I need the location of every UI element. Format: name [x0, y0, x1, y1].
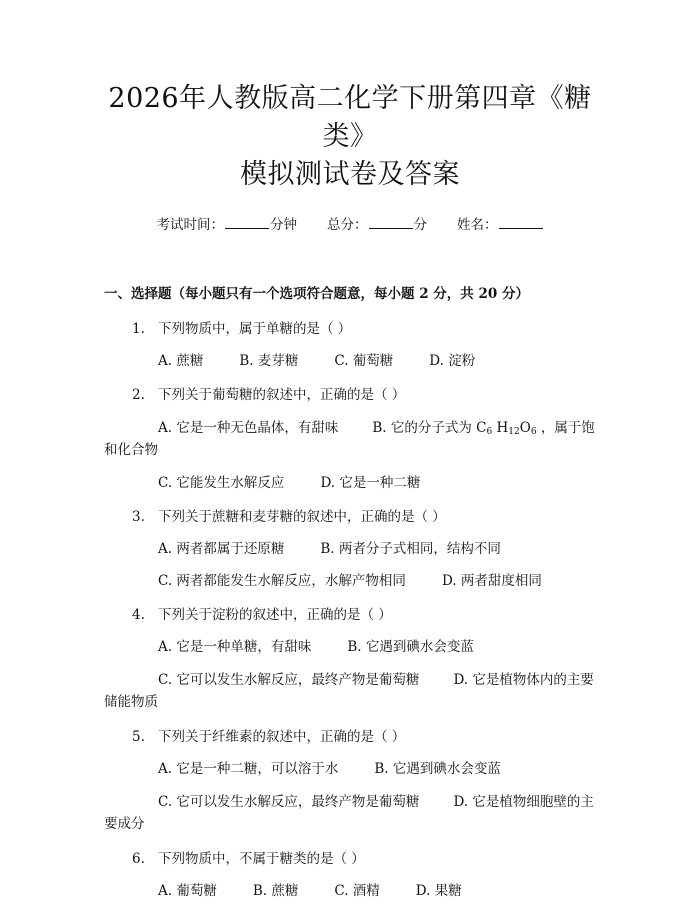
question-5: [104, 727, 596, 835]
student-name: [457, 214, 544, 235]
options: [104, 417, 596, 461]
section-heading: 一、选择题（每小题只有一个选项符合题意，每小题 2 分，共 20 分）: [104, 286, 529, 302]
option-a: A. 两者都属于还原糖: [158, 541, 285, 557]
question-stem: [104, 507, 596, 527]
question-3: [104, 507, 596, 591]
option-d: D. 它是植物体内的主要储能物质: [104, 672, 594, 710]
options: [104, 473, 596, 493]
question-stem: [104, 319, 596, 339]
page-title: [104, 0, 596, 194]
question-stem: [104, 605, 596, 625]
option-c: C. 它可以发生水解反应，最终产物是葡萄糖: [158, 672, 420, 688]
question-text: 下列物质中，不属于糖类的是（ ）: [158, 851, 365, 867]
options: [104, 637, 596, 657]
option-c: C. 酒精: [334, 883, 380, 899]
exam-time-unit: 分钟: [270, 217, 297, 233]
question-text: 下列关于纤维素的叙述中，正确的是（ ）: [158, 729, 406, 745]
options: [104, 539, 596, 559]
question-number: 1.: [132, 321, 145, 337]
question-text: 下列关于蔗糖和麦芽糖的叙述中，正确的是（ ）: [158, 509, 446, 525]
option-b: B. 它的分子式为 $C_6$ $H_{12}O_6$ ，属于饱和化合物: [104, 420, 595, 458]
option-c: C. 它可以发生水解反应，最终产物是葡萄糖: [158, 794, 420, 810]
option-d: D. 两者甜度相同: [441, 573, 542, 589]
question-number: 6.: [132, 851, 145, 867]
option-d: D. 它是植物细胞壁的主要成分: [104, 794, 594, 832]
option-a: A. 蔗糖: [158, 353, 204, 369]
student-name-blank: [499, 214, 543, 229]
question-2: [104, 385, 596, 493]
options: [104, 759, 596, 779]
option-d: D. 淀粉: [429, 353, 476, 369]
question-stem: [104, 849, 596, 869]
question-number: 2.: [132, 387, 145, 403]
title-line-2: 模拟测试卷及答案: [240, 159, 460, 190]
question-number: 3.: [132, 509, 145, 525]
exam-time-label: 考试时间：: [156, 217, 224, 233]
options: [104, 791, 596, 835]
question-4: [104, 605, 596, 713]
option-b: B. 麦芽糖: [239, 353, 299, 369]
option-c: C. 两者都能发生水解反应，水解产物相同: [158, 573, 406, 589]
exam-time: [157, 214, 298, 235]
question-number: 4.: [132, 607, 145, 623]
option-d: D. 果糖: [415, 883, 462, 899]
options: [104, 351, 596, 371]
option-b: B. 它遇到碘水会变蓝: [374, 761, 501, 777]
option-a: A. 葡萄糖: [158, 883, 217, 899]
exam-info: [104, 214, 596, 235]
option-b: B. 它遇到碘水会变蓝: [347, 639, 474, 655]
student-name-label: 姓名：: [457, 217, 498, 233]
total-score-unit: 分: [413, 217, 427, 233]
options: [104, 571, 596, 591]
question-text: 下列物质中，属于单糖的是（ ）: [158, 321, 352, 337]
question-number: 5.: [132, 729, 145, 745]
option-d: D. 它是一种二糖: [320, 475, 421, 491]
option-c: C. 葡萄糖: [334, 353, 394, 369]
total-score: [327, 214, 427, 235]
title-line-1: 2026年人教版高二化学下册第四章《糖类》: [108, 83, 592, 152]
option-a: A. 它是一种无色晶体，有甜味: [158, 420, 339, 436]
option-a: A. 它是一种单糖，有甜味: [158, 639, 312, 655]
question-text: 下列关于淀粉的叙述中，正确的是（ ）: [158, 607, 392, 623]
option-b: B. 蔗糖: [252, 883, 299, 899]
total-score-blank: [369, 214, 413, 229]
question-text: 下列关于葡萄糖的叙述中，正确的是（ ）: [158, 387, 406, 403]
total-score-label: 总分：: [327, 217, 368, 233]
question-6: [104, 849, 596, 901]
question-stem: [104, 385, 596, 405]
options: [104, 669, 596, 713]
option-b: B. 两者分子式相同，结构不同: [320, 541, 501, 557]
option-c: C. 它能发生水解反应: [158, 475, 285, 491]
option-a: A. 它是一种二糖，可以溶于水: [158, 761, 339, 777]
exam-time-blank: [225, 214, 269, 229]
question-stem: [104, 727, 596, 747]
options: [104, 881, 596, 901]
question-1: [104, 319, 596, 371]
